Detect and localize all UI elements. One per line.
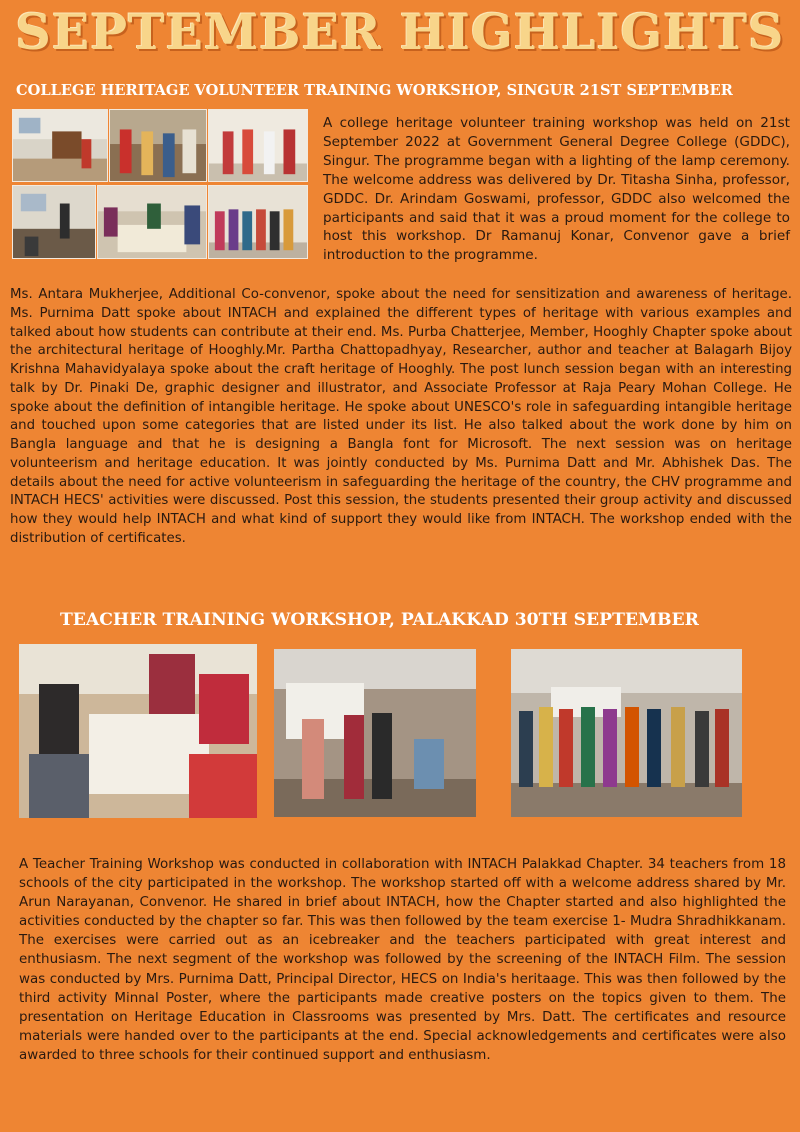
singur-photo-collage	[12, 109, 308, 259]
palakkad-body-paragraph: A Teacher Training Workshop was conducted in collaboration with INTACH Palakkad Chapter. 34 teachers from 18 schools of the city participated in the workshop. The workshop started off with a welcome address shared by Mr. Arun Narayanan, Convenor. He shared in brief about INTACH, how the Chapter started and also highlighted the activities conducted by the chapter so far. This was then followed by the team exercise 1- Mudra Shradhikkanam. The exercises were carried out as an icebreaker and the teachers participated with great interest and enthusiasm. The next segment of the workshop was followed by the screening of the INTACH Film. The session was conducted by Mrs. Purnima Datt, Principal Director, HECS on India's heritaage. This was then followed by the third activity Minnal Poster, where the participants made creative posters on the topics given to them. The presentation on Heritage Education in Classrooms was presented by Mrs. Datt. The certificates and resource materials were handed over to the participants at the end. Special acknowledgements and certificates were also awarded to three schools for their continued support and enthusiasm.	[19, 857, 786, 1063]
photo-group-picture	[511, 649, 742, 817]
page-title: SEPTEMBER HIGHLIGHTS	[15, 3, 785, 61]
section-heading-palakkad: TEACHER TRAINING WORKSHOP, PALAKKAD 30TH SEPTEMBER	[60, 610, 699, 630]
photo-teachers-poster-activity	[19, 644, 257, 818]
photo-welcome-speakers	[208, 109, 308, 182]
singur-intro-paragraph: A college heritage volunteer training workshop was held on 21st September 2022 at Government General Degree College (GDDC), Singur. The programme began with a lighting of the lamp ceremony. The welcome address was delivered by Dr. Titasha Sinha, professor, GDDC. Dr. Arindam Goswami, professor, GDDC also welcomed the participants and said that it was a proud moment for the college to host this workshop. Dr Ramanuj Konar, Convenor gave a brief introduction to the programme.	[323, 115, 790, 264]
photo-seminar-hall	[12, 109, 108, 182]
photo-lecture	[12, 185, 96, 259]
singur-body-paragraph: Ms. Antara Mukherjee, Additional Co-convenor, spoke about the need for sensitization and awareness of heritage. Ms. Purnima Datt spoke about INTACH and explained the different types of heritage with various examples and talked about how students can contribute at their end. Ms. Purba Chatterjee, Member, Hooghly Chapter spoke about the architectural heritage of Hooghly.Mr. Partha Chattopadhyay, Researcher, author and teacher at Balagarh Bijoy Krishna Mahavidyalaya spoke about the craft heritage of Hooghly. The post lunch session began with an interesting talk by Dr. Pinaki De, graphic designer and illustrator, and Associate Professor at Raja Peary Mohan College. He spoke about the definition of intangible heritage. He spoke about UNESCO's role in safeguarding intangible heritage and touched upon some categories that are listed under its list. He also talked about the work done by him on Bangla language and that he is designing a Bangla font for Microsoft. The next session was on heritage volunteerism and heritage education. It was jointly conducted by Ms. Purnima Datt and Mr. Abhishek Das. The details about the need for active volunteerism in safeguarding the heritage of the country, the CHV programme and INTACH HECS' activities were discussed. Post this session, the students presented their group activity and discussed how they would help INTACH and what kind of support they would like from INTACH. The workshop ended with the distribution of certificates.	[10, 287, 792, 546]
section-heading-singur: COLLEGE HERITAGE VOLUNTEER TRAINING WORKSHOP, SINGUR 21ST SEPTEMBER	[16, 82, 733, 99]
photo-lamp-lighting	[109, 109, 207, 182]
photo-group-activity	[97, 185, 207, 259]
photo-participants-group	[208, 185, 308, 259]
photo-mudra-exercise	[274, 649, 476, 817]
